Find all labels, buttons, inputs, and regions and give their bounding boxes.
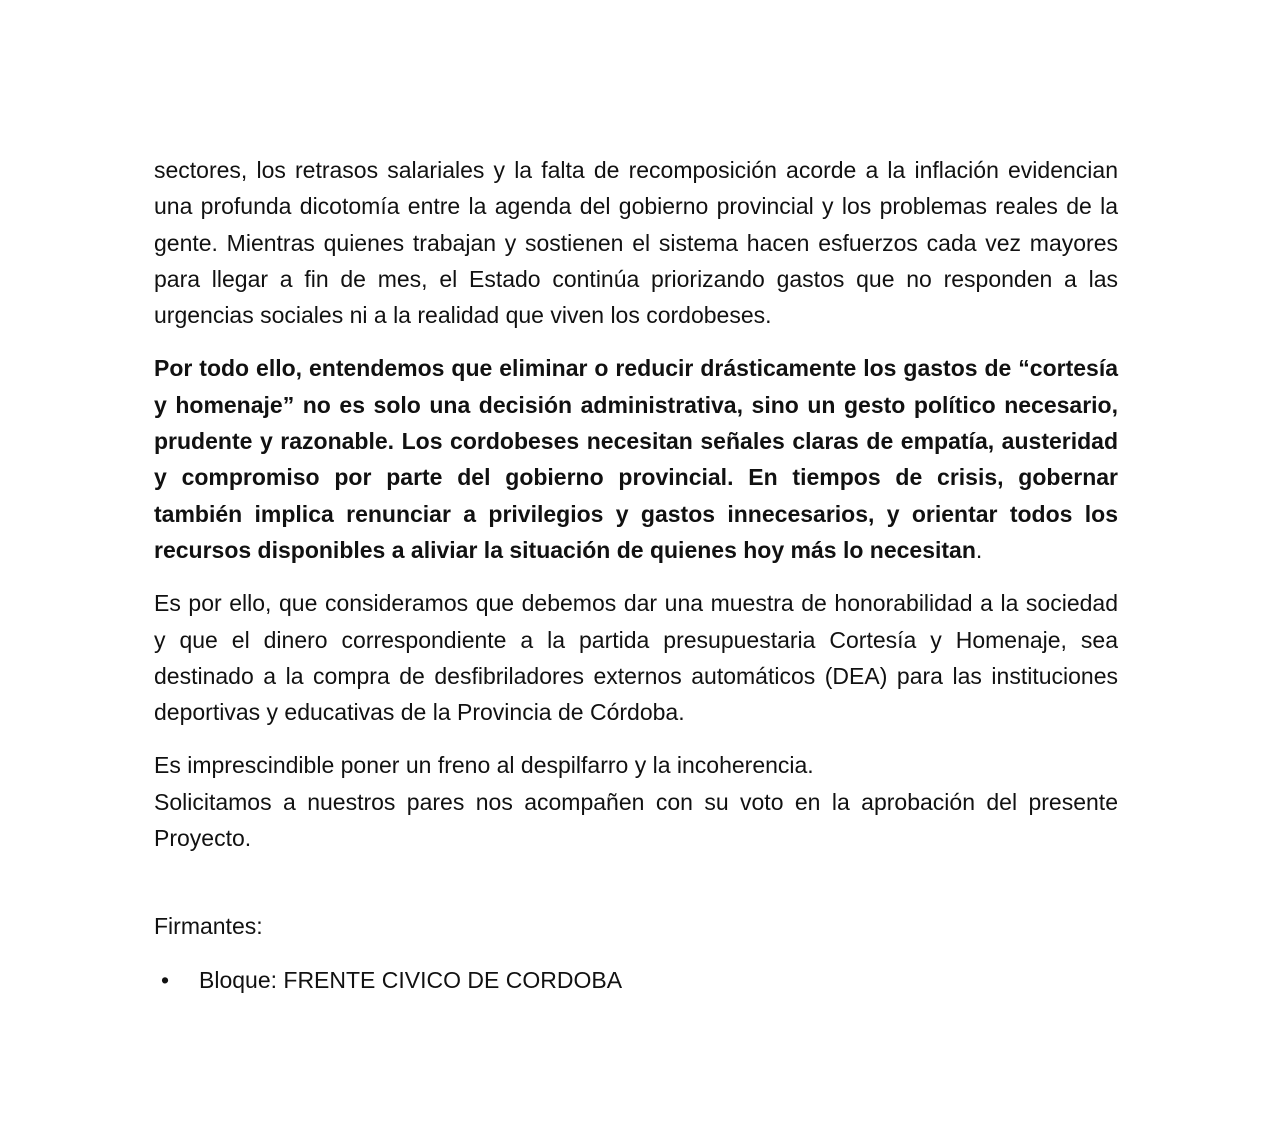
document-page: [154, 152, 1118, 998]
signers-list: [154, 962, 1118, 998]
paragraph-conclusion: [154, 350, 1118, 568]
paragraph-proposal: Es por ello, que consideramos que debemos dar una muestra de honorabilidad a la sociedad y que el dinero correspondiente a la partida presupuestaria Cortesía y Homenaje, sea destinado a la compra de desfibriladores externos automáticos (DEA) para las instituciones deportivas y educativas de la Provincia de Córdoba.: [154, 590, 1118, 726]
bullet-icon: •: [161, 966, 170, 993]
closing-line-1: Es imprescindible poner un freno al despilfarro y la incoherencia.: [154, 752, 814, 779]
paragraph-conclusion-bold: Por todo ello, entendemos que eliminar o reducir drásticamente los gastos de “cortesía y homenaje” no es solo una decisión administrativa, sino un gesto político necesario, prudente y razonable. Los cordobeses necesitan señales claras de empatía, austeridad y compromiso por parte del gobierno provincial. En tiempos de crisis, gobernar también implica renunciar a privilegios y gastos innecesarios, y orientar todos los recursos disponibles a aliviar la situación de quienes hoy más lo necesitan: [154, 355, 1118, 563]
paragraph-conclusion-period: .: [975, 536, 983, 563]
signer-text: Bloque: FRENTE CIVICO DE CORDOBA: [199, 966, 623, 993]
firmantes-label: Firmantes:: [154, 913, 263, 940]
signer-item: [154, 962, 1118, 998]
paragraph-context: sectores, los retrasos salariales y la falta de recomposición acorde a la inflación evidencian una profunda dicotomía entre la agenda del gobierno provincial y los problemas reales de la gente. Mientras quienes trabajan y sostienen el sistema hacen esfuerzos cada vez mayores para llegar a fin de mes, el Estado continúa priorizando gastos que no responden a las urgencias sociales ni a la realidad que viven los cordobeses.: [154, 157, 1118, 329]
paragraph-closing: [154, 747, 1118, 856]
closing-line-2: Solicitamos a nuestros pares nos acompañen con su voto en la aprobación del presente Proyecto.: [154, 788, 1118, 852]
